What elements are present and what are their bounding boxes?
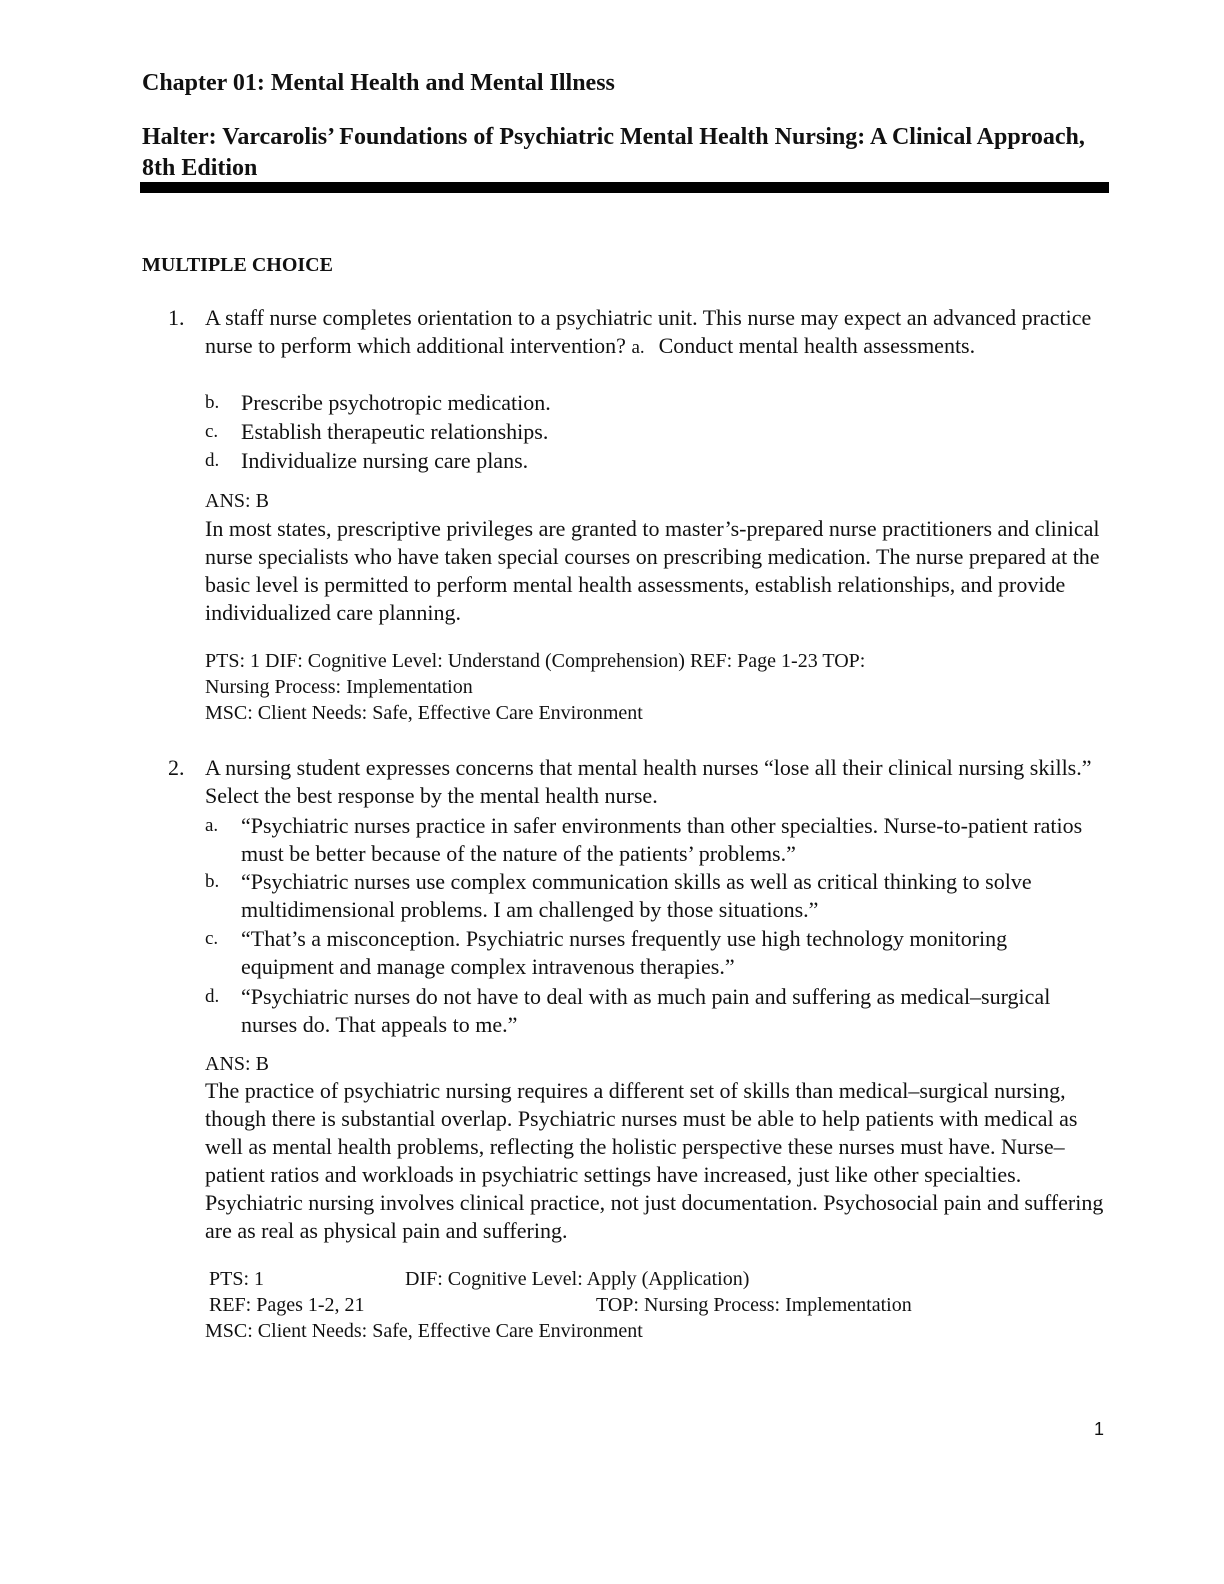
option-letter: b. bbox=[205, 392, 220, 413]
rationale: The practice of psychiatric nursing requires a different set of skills than medical–surgical nursing, though there is substantial overlap. Psychiatric nurses must be able to help patients with medical as well as mental health problems, reflecting the holistic perspective these nurses must have. Nurse–patient ratios and workloads in psychiatric settings have increased, just like other specialties. Psychiatric nursing involves clinical practice, not just documentation. Psychosocial pain and suffering are as real as physical pain and suffering. bbox=[205, 1078, 1104, 1243]
answer-key: ANS: B bbox=[205, 1053, 269, 1075]
option-text: Conduct mental health assessments. bbox=[658, 333, 976, 358]
chapter-title: Chapter 01: Mental Health and Mental Illness bbox=[142, 70, 615, 96]
question-stem: A nursing student expresses concerns that mental health nurses “lose all their clinical nursing skills.” Select the best response by the mental health nurse. bbox=[205, 755, 1092, 808]
option-letter: a. bbox=[631, 337, 645, 358]
option-b bbox=[205, 389, 1105, 417]
option-text: Prescribe psychotropic medication. bbox=[241, 390, 551, 415]
meta-top: TOP: Nursing Process: Implementation bbox=[596, 1294, 912, 1316]
meta-dif: DIF: Cognitive Level: Apply (Application) bbox=[405, 1268, 750, 1290]
option-text: “That’s a misconception. Psychiatric nurses frequently use high technology monitoring equipment and manage complex intravenous therapies.” bbox=[241, 926, 1008, 979]
option-d bbox=[205, 447, 1105, 475]
answer-key: ANS: B bbox=[205, 490, 269, 512]
option-letter: c. bbox=[205, 421, 219, 442]
question-number: 2. bbox=[168, 755, 185, 780]
meta-line: Nursing Process: Implementation bbox=[205, 676, 473, 698]
section-heading: MULTIPLE CHOICE bbox=[142, 254, 333, 276]
meta-pts: PTS: 1 bbox=[209, 1268, 265, 1290]
option-text: “Psychiatric nurses practice in safer environments than other specialties. Nurse-to-patient ratios must be better because of the nature of the patients’ problems.” bbox=[241, 813, 1083, 866]
option-letter: d. bbox=[205, 986, 220, 1007]
option-text: “Psychiatric nurses use complex communication skills as well as critical thinking to solve multidimensional problems. I am challenged by those situations.” bbox=[241, 869, 1032, 922]
option-letter: c. bbox=[205, 928, 219, 949]
book-title: Halter: Varcarolis’ Foundations of Psychiatric Mental Health Nursing: A Clinical Approach, 8th Edition bbox=[142, 124, 1085, 181]
header-rule bbox=[140, 182, 1109, 193]
meta-msc: MSC: Client Needs: Safe, Effective Care Environment bbox=[205, 1320, 643, 1342]
meta-line: MSC: Client Needs: Safe, Effective Care Environment bbox=[205, 702, 643, 724]
option-b bbox=[205, 868, 1105, 924]
option-text: “Psychiatric nurses do not have to deal with as much pain and suffering as medical–surgical nurses do. That appeals to me.” bbox=[241, 984, 1051, 1037]
meta-ref: REF: Pages 1-2, 21 bbox=[209, 1294, 365, 1316]
question-stem bbox=[205, 304, 1105, 362]
option-letter: d. bbox=[205, 450, 220, 471]
option-c bbox=[205, 925, 1105, 981]
page-number: 1 bbox=[1094, 1419, 1105, 1439]
rationale: In most states, prescriptive privileges are granted to master’s-prepared nurse practitioners and clinical nurse specialists who have taken special courses on prescribing medication. The nurse prepared at the basic level is permitted to perform mental health assessments, establish relationships, and provide individualized care planning. bbox=[205, 516, 1100, 625]
option-text: Establish therapeutic relationships. bbox=[241, 419, 549, 444]
option-d bbox=[205, 983, 1105, 1039]
question-stem-text: A staff nurse completes orientation to a psychiatric unit. This nurse may expect an advanced practice nurse to perform which additional intervention? bbox=[205, 305, 1092, 358]
option-c bbox=[205, 418, 1105, 446]
option-text: Individualize nursing care plans. bbox=[241, 448, 529, 473]
meta-line: PTS: 1 DIF: Cognitive Level: Understand (Comprehension) REF: Page 1-23 TOP: bbox=[205, 650, 866, 672]
option-letter: b. bbox=[205, 871, 220, 892]
option-letter: a. bbox=[205, 815, 219, 836]
question-number: 1. bbox=[168, 305, 185, 330]
option-a bbox=[205, 812, 1105, 868]
